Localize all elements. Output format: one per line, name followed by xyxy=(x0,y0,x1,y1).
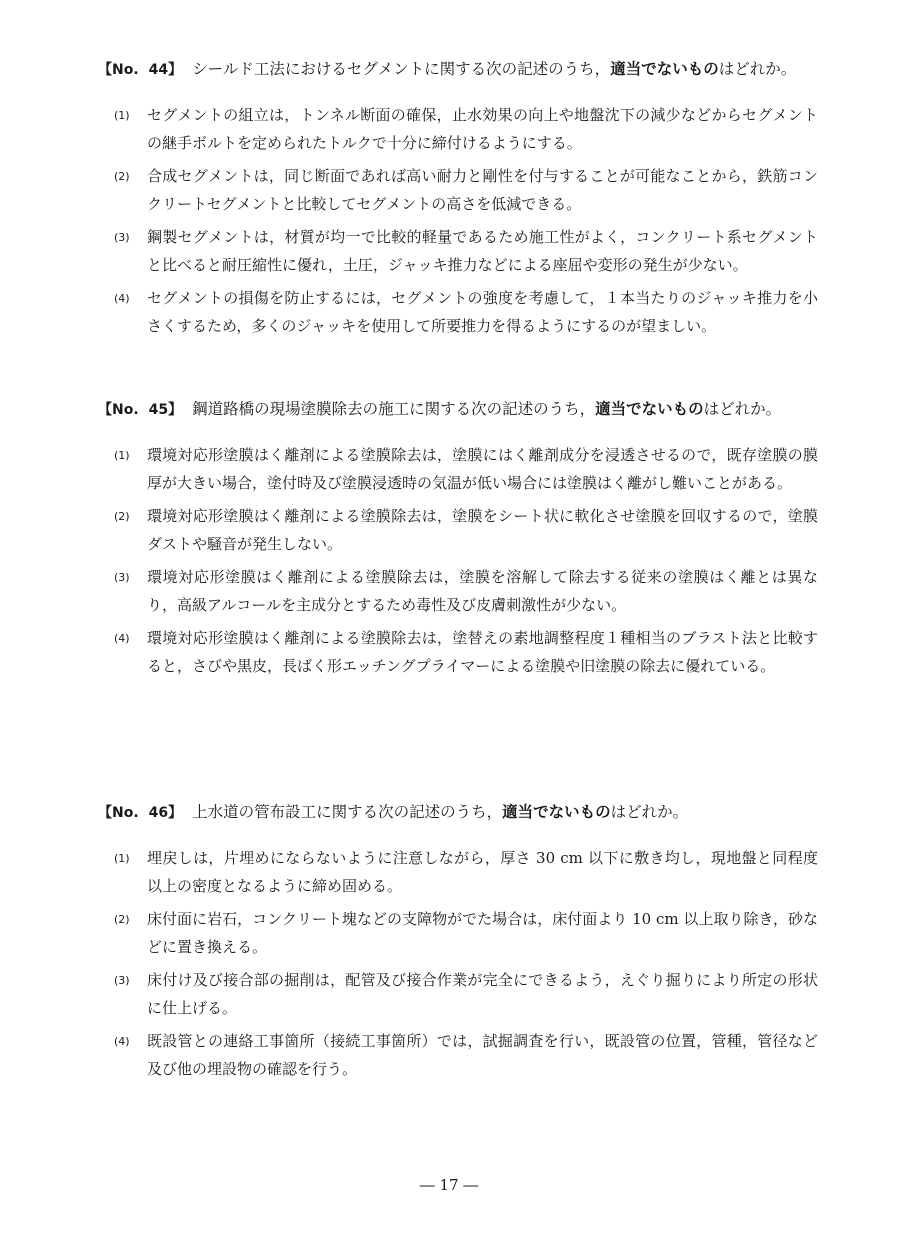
option-label: (4) xyxy=(114,632,130,645)
option-1 xyxy=(98,442,818,497)
option-text: セグメントの組立は，トンネル断面の確保，止水効果の向上や地盤沈下の減少などからセグメントの継手ボルトを定められたトルクで十分に締付けるようにする。 xyxy=(147,106,818,152)
option-label: (3) xyxy=(114,231,130,244)
question-45 xyxy=(98,397,818,686)
option-text: 合成セグメントは，同じ断面であれば高い耐力と剛性を付与することが可能なことから，鉄筋コンクリートセグメントと比較してセグメントの高さを低減できる。 xyxy=(147,167,818,213)
question-emphasis: 適当でないもの xyxy=(595,400,704,418)
option-label: (1) xyxy=(114,109,130,122)
option-text: 環境対応形塗膜はく離剤による塗膜除去は，塗膜にはく離剤成分を浸透させるので，既存塗膜の膜厚が大きい場合，塗付時及び塗膜浸透時の気温が低い場合には塗膜はく離がし難いことがある。 xyxy=(147,446,818,492)
option-1 xyxy=(98,102,818,157)
option-text: セグメントの損傷を防止するには，セグメントの強度を考慮して，１本当たりのジャッキ推力を小さくするため，多くのジャッキを使用して所要推力を得るようにするのが望ましい。 xyxy=(147,289,818,335)
option-label: (2) xyxy=(114,170,130,183)
option-text: 床付け及び接合部の掘削は，配管及び接合作業が完全にできるよう，えぐり掘りにより所定の形状に仕上げる。 xyxy=(147,971,818,1017)
option-4 xyxy=(98,1028,818,1083)
question-header xyxy=(98,57,818,82)
option-list xyxy=(98,442,818,680)
option-4 xyxy=(98,285,818,340)
option-2 xyxy=(98,906,818,961)
option-label: (3) xyxy=(114,571,130,584)
question-stem-end: はどれか。 xyxy=(718,60,797,78)
option-3 xyxy=(98,967,818,1022)
question-number: 【No. 44】 xyxy=(98,62,183,78)
question-emphasis: 適当でないもの xyxy=(502,803,611,821)
option-3 xyxy=(98,224,818,279)
option-label: (1) xyxy=(114,852,130,865)
option-2 xyxy=(98,503,818,558)
option-label: (2) xyxy=(114,510,130,523)
question-stem: シールド工法におけるセグメントに関する次の記述のうち， xyxy=(192,60,611,78)
option-text: 環境対応形塗膜はく離剤による塗膜除去は，塗替えの素地調整程度１種相当のブラスト法と比較すると，さびや黒皮，長ばく形エッチングプライマーによる塗膜や旧塗膜の除去に優れている。 xyxy=(147,629,818,675)
option-text: 既設管との連絡工事箇所（接続工事箇所）では，試掘調査を行い，既設管の位置，管種，管径など及び他の埋設物の確認を行う。 xyxy=(147,1032,818,1078)
option-3 xyxy=(98,564,818,619)
question-number: 【No. 45】 xyxy=(98,402,183,418)
question-emphasis: 適当でないもの xyxy=(610,60,719,78)
page-number: ― 17 ― xyxy=(419,1176,479,1194)
option-label: (2) xyxy=(114,913,130,926)
option-label: (1) xyxy=(114,449,130,462)
question-46 xyxy=(98,800,818,1089)
option-text: 鋼製セグメントは，材質が均一で比較的軽量であるため施工性がよく，コンクリート系セグメントと比べると耐圧縮性に優れ，土圧，ジャッキ推力などによる座屈や変形の発生が少ない。 xyxy=(147,228,818,274)
question-stem-end: はどれか。 xyxy=(610,803,689,821)
question-stem: 上水道の管布設工に関する次の記述のうち， xyxy=(192,803,503,821)
option-text: 埋戻しは，片埋めにならないように注意しながら，厚さ 30 cm 以下に敷き均し，現地盤と同程度以上の密度となるように締め固める。 xyxy=(147,849,818,895)
option-text: 床付面に岩石，コンクリート塊などの支障物がでた場合は，床付面より 10 cm 以上取り除き，砂などに置き換える。 xyxy=(147,910,818,956)
question-header xyxy=(98,800,818,825)
option-1 xyxy=(98,845,818,900)
option-label: (4) xyxy=(114,292,130,305)
option-2 xyxy=(98,163,818,218)
option-label: (3) xyxy=(114,974,130,987)
question-stem: 鋼道路橋の現場塗膜除去の施工に関する次の記述のうち， xyxy=(192,400,596,418)
question-stem-end: はどれか。 xyxy=(703,400,782,418)
option-text: 環境対応形塗膜はく離剤による塗膜除去は，塗膜をシート状に軟化させ塗膜を回収するので，塗膜ダストや騒音が発生しない。 xyxy=(147,507,818,553)
option-list xyxy=(98,102,818,340)
question-header xyxy=(98,397,818,422)
option-4 xyxy=(98,625,818,680)
question-number: 【No. 46】 xyxy=(98,805,183,821)
option-list xyxy=(98,845,818,1083)
option-label: (4) xyxy=(114,1035,130,1048)
option-text: 環境対応形塗膜はく離剤による塗膜除去は，塗膜を溶解して除去する従来の塗膜はく離とは異なり，高級アルコールを主成分とするため毒性及び皮膚刺激性が少ない。 xyxy=(147,568,818,614)
question-44 xyxy=(98,57,818,346)
